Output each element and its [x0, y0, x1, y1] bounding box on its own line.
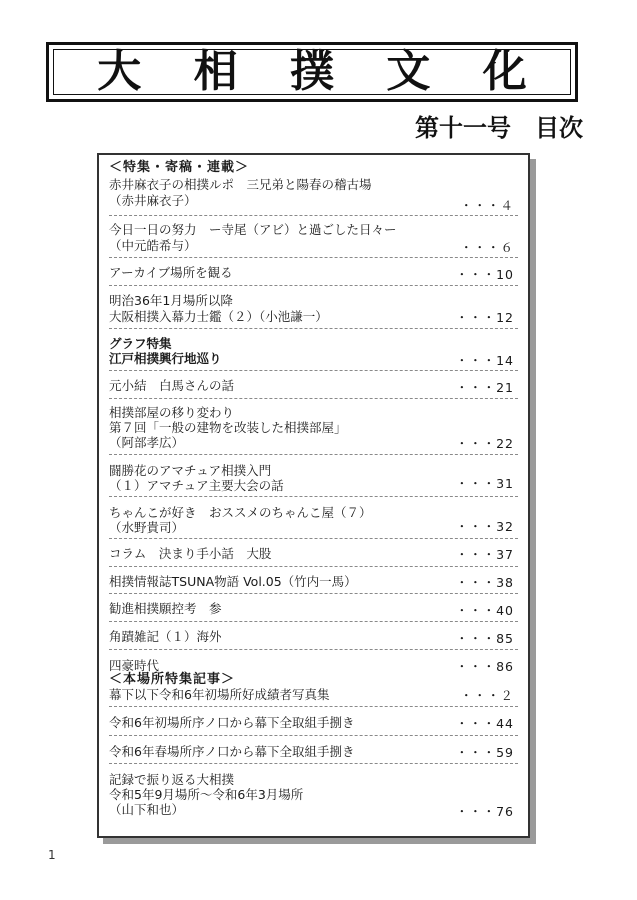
toc-divider	[109, 257, 518, 258]
toc-entry-text: 令和6年初場所序ノ口から幕下全取組手捌き	[109, 715, 355, 730]
section-heading-tournament: ＜本場所特集記事＞	[109, 672, 236, 687]
toc-entry-text: （阿部孝広）	[109, 435, 185, 450]
toc-entry-text: （水野貴司）	[109, 520, 185, 535]
toc-entry-page: ・・・10	[455, 267, 514, 282]
toc-entry-page: ・・・37	[455, 547, 514, 562]
toc-entry-text: 勧進相撲願控考 参	[109, 601, 222, 616]
toc-divider	[109, 706, 518, 707]
toc-divider	[109, 328, 518, 329]
toc-divider	[109, 621, 518, 622]
toc-entry-page: ・・・85	[455, 631, 514, 646]
title-frame	[46, 42, 578, 102]
toc-entry-text: グラフ特集	[109, 336, 172, 351]
toc-divider	[109, 735, 518, 736]
toc-entry-text: コラム 決まり手小話 大股	[109, 546, 272, 561]
toc-entry-page: ・・・６	[459, 240, 514, 255]
magazine-title	[49, 46, 575, 97]
toc-entry-text: 元小結 白馬さんの話	[109, 378, 235, 393]
toc-entry-page: ・・・２	[459, 688, 514, 703]
toc-entry-page: ・・・38	[455, 575, 514, 590]
toc-entry-text: 幕下以下令和6年初場所好成績者写真集	[109, 687, 330, 702]
toc-divider	[109, 398, 518, 399]
toc-entry-text: 赤井麻衣子の相撲ルポ 三兄弟と陽春の稽古場	[109, 177, 372, 192]
toc-entry-page: ・・・76	[455, 804, 514, 819]
toc-entry-text: 今日一日の努力 ー寺尾（アビ）と過ごした日々ー	[109, 222, 397, 237]
toc-entry-text: 明治36年1月場所以降	[109, 293, 233, 308]
toc-entry-text: 相撲部屋の移り変わり	[109, 405, 235, 420]
toc-entry-text: 大阪相撲入幕力士鑑（２）（小池謙一）	[109, 309, 328, 324]
toc-divider	[109, 649, 518, 650]
title-char: 相	[193, 46, 238, 97]
toc-divider	[109, 454, 518, 455]
toc-entry-text: 記録で振り返る大相撲	[109, 772, 235, 787]
toc-entry-page: ・・・22	[455, 436, 514, 451]
toc-entry-page: ・・・21	[455, 380, 514, 395]
toc-entry-text: 江戸相撲興行地巡り	[109, 351, 222, 366]
table-of-contents	[97, 153, 530, 838]
toc-entry-text: （中元皓希与）	[109, 238, 197, 253]
toc-entry-text: （赤井麻衣子）	[109, 193, 197, 208]
toc-divider	[109, 763, 518, 764]
section-heading-feature: ＜特集・寄稿・連載＞	[109, 160, 250, 175]
toc-entry-page: ・・・12	[455, 310, 514, 325]
toc-entry-text: 令和5年9月場所～令和6年3月場所	[109, 787, 304, 802]
toc-entry-page: ・・・86	[455, 659, 514, 674]
toc-entry-page: ・・・40	[455, 603, 514, 618]
toc-divider	[109, 285, 518, 286]
toc-entry-text: 四豪時代	[109, 658, 160, 673]
toc-entry-page: ・・・59	[455, 745, 514, 760]
toc-entry-text: （山下和也）	[109, 802, 185, 817]
title-char: 化	[482, 46, 527, 97]
toc-divider	[109, 566, 518, 567]
title-char: 撲	[289, 46, 334, 97]
toc-divider	[109, 496, 518, 497]
toc-entry-text: ちゃんこが好き おススメのちゃんこ屋（７）	[109, 505, 372, 520]
toc-entry-page: ・・・31	[455, 476, 514, 491]
toc-entry-text: 第７回「一般の建物を改装した相撲部屋」	[109, 420, 347, 435]
toc-list	[99, 155, 528, 836]
toc-entry-text: 闘勝花のアマチュア相撲入門	[109, 463, 272, 478]
toc-divider	[109, 370, 518, 371]
page-number: 1	[48, 848, 56, 862]
title-char: 文	[386, 46, 431, 97]
title-char: 大	[97, 46, 142, 97]
toc-entry-page: ・・・４	[459, 198, 514, 213]
toc-entry-page: ・・・14	[455, 353, 514, 368]
toc-entry-page: ・・・32	[455, 519, 514, 534]
toc-entry-page: ・・・44	[455, 716, 514, 731]
toc-divider	[109, 593, 518, 594]
toc-divider	[109, 538, 518, 539]
toc-entry-text: アーカイブ場所を観る	[109, 265, 233, 280]
toc-entry-text: 令和6年春場所序ノ口から幕下全取組手捌き	[109, 744, 355, 759]
toc-entry-text: （１）アマチュア主要大会の話	[109, 478, 284, 493]
toc-divider	[109, 215, 518, 216]
toc-entry-text: 角蹟雑記（１）海外	[109, 629, 222, 644]
toc-entry-text: 相撲情報誌TSUNA物語 Vol.05（竹内一馬）	[109, 574, 357, 589]
issue-contents-label: 第十一号 目次	[415, 113, 583, 142]
